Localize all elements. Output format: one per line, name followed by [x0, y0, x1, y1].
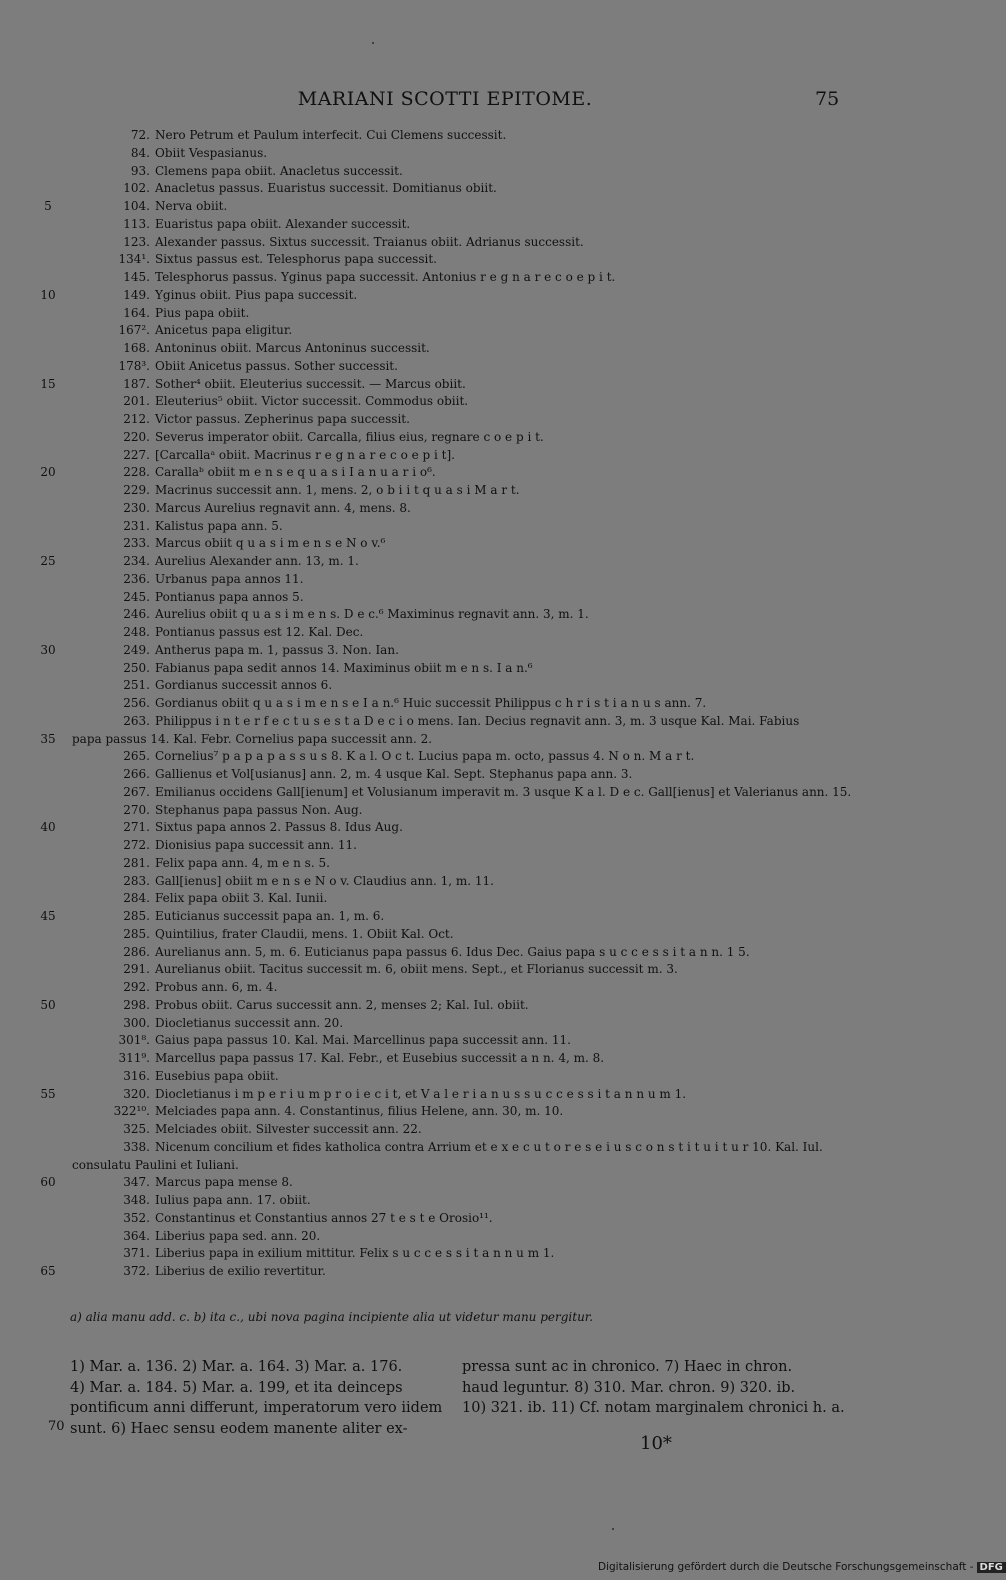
- annal-entry: [0, 1157, 1000, 1175]
- annal-entry: [0, 1015, 1000, 1033]
- entry-year: 104.: [123, 199, 150, 213]
- entry-year: 113.: [123, 216, 150, 231]
- entry-year: 352.: [123, 1210, 150, 1225]
- footnote-line: haud leguntur. 8) 310. Mar. chron. 9) 320. ib.: [462, 1379, 796, 1396]
- entry-text: Eusebius papa obiit.: [155, 1068, 279, 1083]
- entry-year: 236.: [123, 571, 150, 586]
- entry-text: Obiit Anicetus passus. Sother successit.: [155, 358, 398, 373]
- page-number: 75: [815, 88, 840, 110]
- annal-entry: [0, 624, 1000, 642]
- annal-entry: [0, 163, 1000, 181]
- annal-entry: [0, 464, 1000, 482]
- dfg-logo: DFG: [977, 1562, 1006, 1573]
- annal-entry: [0, 1032, 1000, 1050]
- entry-text: Macrinus successit ann. 1, mens. 2, o b i i t q u a s i M a r t.: [155, 483, 520, 497]
- entry-year: 234.: [123, 554, 150, 568]
- annal-entry: [0, 961, 1000, 979]
- line-number: 10: [40, 287, 56, 302]
- entry-text: Aurelius Alexander ann. 13, m. 1.: [155, 554, 359, 568]
- footnote-line: pressa sunt ac in chronico. 7) Haec in chron.: [462, 1359, 793, 1375]
- entry-text: Obiit Vespasianus.: [155, 145, 268, 160]
- annal-entry: [0, 660, 1000, 678]
- annal-entry: [0, 198, 1000, 216]
- entry-year: 348.: [123, 1193, 150, 1207]
- entry-text: Marcus Aurelius regnavit ann. 4, mens. 8.: [155, 500, 411, 515]
- entry-text: Sother⁴ obiit. Eleuterius successit. — Marcus obiit.: [155, 376, 466, 391]
- annal-entry: [0, 1068, 1000, 1086]
- annal-entry: [0, 145, 1000, 163]
- annal-entry: [0, 589, 1000, 607]
- entry-text: Melciades obiit. Silvester successit ann. 22.: [155, 1122, 422, 1136]
- annal-entry: [0, 127, 1000, 145]
- footnote-line: 4) Mar. a. 184. 5) Mar. a. 199, et ita deinceps: [70, 1379, 403, 1396]
- annal-entry: [0, 1103, 1000, 1121]
- entry-text: Aurelius obiit q u a s i m e n s. D e c.⁶ Maximinus regnavit ann. 3, m. 1.: [155, 607, 589, 622]
- critical-apparatus: a) alia manu add. c. b) ita c., ubi nova pagina incipiente alia ut videtur manu pergitur.: [70, 1310, 594, 1324]
- line-number: 20: [40, 465, 56, 480]
- annal-entry: [0, 393, 1000, 411]
- entry-text: Fabianus papa sedit annos 14. Maximinus obiit m e n s. I a n.⁶: [155, 660, 533, 675]
- entry-year: 371.: [123, 1246, 150, 1261]
- footnote-line: 1) Mar. a. 136. 2) Mar. a. 164. 3) Mar. a. 176.: [70, 1359, 403, 1375]
- entry-year: 316.: [123, 1068, 150, 1083]
- entry-year: 325.: [123, 1122, 150, 1136]
- entry-text: Antherus papa m. 1, passus 3. Non. Ian.: [155, 642, 399, 657]
- entry-year: 167².: [118, 323, 150, 338]
- annal-entry: [0, 518, 1000, 536]
- entry-text: Constantinus et Constantius annos 27 t e s t e Orosio¹¹.: [155, 1210, 493, 1225]
- line-number: 30: [40, 642, 56, 657]
- line-number: 25: [40, 554, 56, 568]
- entry-text: Pontianus papa annos 5.: [155, 589, 304, 604]
- annal-entry: [0, 944, 1000, 962]
- entry-text: Pontianus passus est 12. Kal. Dec.: [155, 625, 364, 639]
- entry-year: 281.: [123, 855, 150, 870]
- entry-year: 347.: [123, 1175, 150, 1190]
- entry-text: Philippus i n t e r f e c t u s e s t a D e c i o mens. Ian. Decius regnavit ann. 3, m. 3 usque Kal. Mai. Fabius: [155, 713, 800, 728]
- entry-text: Melciades papa ann. 4. Constantinus, filius Helene, ann. 30, m. 10.: [155, 1104, 564, 1119]
- entry-text: Anacletus passus. Euaristus successit. Domitianus obiit.: [155, 181, 497, 196]
- entry-year: 265.: [123, 749, 150, 764]
- entry-text: Sixtus papa annos 2. Passus 8. Idus Aug.: [155, 820, 403, 835]
- annal-entry: [0, 997, 1000, 1015]
- entry-text: Kalistus papa ann. 5.: [155, 518, 283, 533]
- annal-entry: [0, 642, 1000, 660]
- entry-year: 230.: [123, 500, 150, 515]
- entry-year: 301⁸.: [118, 1033, 150, 1048]
- annal-entry: [0, 1228, 1000, 1246]
- line-number: 45: [40, 909, 56, 923]
- entry-text: Liberius papa in exilium mittitur. Felix s u c c e s s i t a n n u m 1.: [155, 1246, 555, 1261]
- annal-entry: [0, 677, 1000, 695]
- annal-entry: [0, 180, 1000, 198]
- entry-text: Urbanus papa annos 11.: [155, 571, 304, 586]
- entry-text: Yginus obiit. Pius papa successit.: [155, 287, 358, 302]
- line-number: 35: [40, 731, 56, 746]
- entry-text: Victor passus. Zepherinus papa successit.: [155, 412, 410, 426]
- entry-text: [Carcallaᵃ obiit. Macrinus r e g n a r e c o e p i t].: [155, 447, 455, 462]
- entry-year: 168.: [123, 341, 150, 355]
- annal-entry: [0, 340, 1000, 358]
- entry-text: Cornelius⁷ p a p a p a s s u s 8. K a l. O c t. Lucius papa m. octo, passus 4. N o n. M a r t.: [155, 749, 695, 764]
- annal-entry: [0, 766, 1000, 784]
- entry-year: 311⁹.: [118, 1051, 150, 1065]
- entry-year: 285.: [123, 926, 150, 941]
- annal-entry: [0, 500, 1000, 518]
- annal-entry: [0, 571, 1000, 589]
- annal-entry: [0, 376, 1000, 394]
- entry-year: 271.: [123, 820, 150, 835]
- annal-entry: [0, 713, 1000, 731]
- entry-year: 220.: [123, 429, 150, 444]
- annal-entry: [0, 731, 1000, 749]
- entry-year: 245.: [123, 589, 150, 604]
- entry-text: Marcellus papa passus 17. Kal. Febr., et Eusebius successit a n n. 4, m. 8.: [155, 1051, 605, 1065]
- entry-year: 267.: [123, 784, 150, 799]
- annal-entry: [0, 802, 1000, 820]
- entry-year: 322¹⁰.: [113, 1104, 150, 1119]
- annal-entry: [0, 873, 1000, 891]
- annal-entry: [0, 269, 1000, 287]
- annal-entry: [0, 305, 1000, 323]
- entry-text: Felix papa obiit 3. Kal. Iunii.: [155, 891, 328, 906]
- entry-text: Diocletianus i m p e r i u m p r o i e c i t, et V a l e r i a n u s s u c c e s s i t a n n u m 1.: [155, 1086, 687, 1101]
- line-number: 55: [40, 1086, 56, 1101]
- line-number: 40: [40, 820, 56, 835]
- annal-entry: [0, 890, 1000, 908]
- entry-year: 212.: [123, 412, 150, 426]
- entry-text: Marcus papa mense 8.: [155, 1175, 293, 1190]
- entry-text: Alexander passus. Sixtus successit. Traianus obiit. Adrianus successit.: [155, 234, 584, 249]
- entry-text: Dionisius papa successit ann. 11.: [155, 838, 357, 852]
- entry-year: 231.: [123, 518, 150, 533]
- entry-text: Pius papa obiit.: [155, 305, 250, 320]
- entry-text: Marcus obiit q u a s i m e n s e N o v.⁶: [155, 536, 386, 551]
- entry-year: 250.: [123, 660, 150, 675]
- annal-entry: [0, 322, 1000, 340]
- annal-entry: [0, 216, 1000, 234]
- annal-entry: [0, 837, 1000, 855]
- annal-entry: [0, 908, 1000, 926]
- entry-text: Gordianus obiit q u a s i m e n s e I a n.⁶ Huic successit Philippus c h r i s t i a n u s ann. 7.: [155, 696, 707, 710]
- footnotes-left-column: [70, 1357, 445, 1439]
- entry-year: 149.: [123, 287, 150, 302]
- scan-speck: [372, 42, 374, 44]
- entry-year: 246.: [123, 607, 150, 622]
- entry-text: papa passus 14. Kal. Febr. Cornelius papa successit ann. 2.: [72, 731, 433, 746]
- entry-text: Anicetus papa eligitur.: [155, 323, 293, 338]
- annal-entry: [0, 411, 1000, 429]
- entry-year: 93.: [130, 163, 150, 178]
- entry-text: Nerva obiit.: [155, 199, 228, 213]
- annal-entry: [0, 482, 1000, 500]
- entry-text: Gall[ienus] obiit m e n s e N o v. Claudius ann. 1, m. 11.: [155, 873, 494, 888]
- entry-year: 320.: [123, 1086, 150, 1101]
- entry-text: Nero Petrum et Paulum interfecit. Cui Clemens successit.: [155, 128, 507, 142]
- entry-year: 248.: [123, 625, 150, 639]
- entry-text: Liberius papa sed. ann. 20.: [155, 1228, 321, 1243]
- entry-text: Eleuterius⁵ obiit. Victor successit. Commodus obiit.: [155, 394, 469, 409]
- annal-entry: [0, 1192, 1000, 1210]
- entry-year: 72.: [130, 128, 150, 142]
- entry-text: Diocletianus successit ann. 20.: [155, 1015, 344, 1030]
- entry-text: Aurelianus ann. 5, m. 6. Euticianus papa passus 6. Idus Dec. Gaius papa s u c c e s s i t a n n. 1 5.: [155, 944, 750, 959]
- annal-entry: [0, 695, 1000, 713]
- entry-year: 266.: [123, 767, 150, 781]
- line-number: 50: [40, 997, 56, 1012]
- entry-text: Quintilius, frater Claudii, mens. 1. Obiit Kal. Oct.: [155, 926, 454, 941]
- entry-text: Antoninus obiit. Marcus Antoninus successit.: [155, 341, 430, 355]
- annal-entry: [0, 1050, 1000, 1068]
- annal-entry: [0, 535, 1000, 553]
- entry-text: Telesphorus passus. Yginus papa successit. Antonius r e g n a r e c o e p i t.: [155, 270, 616, 284]
- annal-entry: [0, 784, 1000, 802]
- entry-year: 249.: [123, 642, 150, 657]
- entry-text: Gordianus successit annos 6.: [155, 678, 333, 693]
- entry-text: Aurelianus obiit. Tacitus successit m. 6, obiit mens. Sept., et Florianus successit m. 3.: [155, 962, 678, 977]
- annal-entry: [0, 234, 1000, 252]
- entry-year: 102.: [123, 181, 150, 196]
- entry-year: 286.: [123, 944, 150, 959]
- annal-entry: [0, 1139, 1000, 1157]
- entry-text: Euticianus successit papa an. 1, m. 6.: [155, 909, 385, 923]
- credit-text: Digitalisierung gefördert durch die Deutsche Forschungsgemeinschaft -: [598, 1561, 974, 1573]
- annal-entry: [0, 1263, 1000, 1281]
- entry-year: 298.: [123, 997, 150, 1012]
- entry-year: 300.: [123, 1015, 150, 1030]
- annal-entry: [0, 251, 1000, 269]
- annal-entry: [0, 358, 1000, 376]
- annal-entry: [0, 1121, 1000, 1139]
- entry-year: 272.: [123, 838, 150, 852]
- entry-year: 145.: [123, 270, 150, 284]
- entry-year: 372.: [123, 1264, 150, 1278]
- entry-year: 178³.: [118, 358, 150, 373]
- scan-speck: [612, 1528, 614, 1530]
- annal-entry: [0, 819, 1000, 837]
- entry-year: 227.: [123, 447, 150, 462]
- annal-entry: [0, 447, 1000, 465]
- annal-list: [0, 127, 1000, 1281]
- line-number: 15: [40, 376, 56, 391]
- annal-entry: [0, 553, 1000, 571]
- line-number: 5: [44, 199, 52, 213]
- entry-year: 256.: [123, 696, 150, 710]
- entry-year: 364.: [123, 1228, 150, 1243]
- entry-text: Stephanus papa passus Non. Aug.: [155, 802, 363, 817]
- entry-text: Probus obiit. Carus successit ann. 2, menses 2; Kal. Iul. obiit.: [155, 997, 529, 1012]
- entry-year: 291.: [123, 962, 150, 977]
- entry-text: consulatu Paulini et Iuliani.: [72, 1157, 239, 1172]
- entry-text: Euaristus papa obiit. Alexander successit.: [155, 216, 411, 231]
- entry-year: 187.: [123, 376, 150, 391]
- footnote-line: 10) 321. ib. 11) Cf. notam marginalem chronici h. a.: [462, 1400, 845, 1416]
- line-number: 65: [40, 1264, 56, 1278]
- annal-entry: [0, 606, 1000, 624]
- entry-text: Emilianus occidens Gall[ienum] et Volusianum imperavit m. 3 usque K a l. D e c. Gall[ienus] et Valerianus ann. 15.: [155, 784, 852, 799]
- signature-mark: 10*: [640, 1433, 672, 1454]
- entry-year: 84.: [130, 145, 150, 160]
- entry-text: Probus ann. 6, m. 4.: [155, 980, 278, 994]
- digitization-credit: [598, 1561, 1006, 1573]
- entry-year: 134¹.: [118, 252, 150, 267]
- running-title: MARIANI SCOTTI EPITOME.: [297, 88, 593, 110]
- entry-text: Gaius papa passus 10. Kal. Mai. Marcellinus papa successit ann. 11.: [155, 1033, 571, 1048]
- entry-text: Carallaᵇ obiit m e n s e q u a s i I a n u a r i o⁶.: [155, 465, 436, 480]
- entry-year: 229.: [123, 483, 150, 497]
- entry-year: 251.: [123, 678, 150, 693]
- annal-entry: [0, 748, 1000, 766]
- annal-entry: [0, 979, 1000, 997]
- annal-entry: [0, 1210, 1000, 1228]
- line-number: 60: [40, 1175, 56, 1190]
- annal-entry: [0, 1174, 1000, 1192]
- entry-text: Nicenum concilium et fides katholica contra Arrium et e x e c u t o r e s e i u s c o n s t i t u i t u r 10. Kal. Iul.: [155, 1139, 823, 1154]
- entry-year: 233.: [123, 536, 150, 551]
- entry-text: Iulius papa ann. 17. obiit.: [155, 1193, 311, 1207]
- entry-year: 263.: [123, 713, 150, 728]
- entry-year: 292.: [123, 980, 150, 994]
- entry-year: 338.: [123, 1139, 150, 1154]
- entry-text: Sixtus passus est. Telesphorus papa successit.: [155, 252, 437, 267]
- annal-entry: [0, 429, 1000, 447]
- line-number: 70: [48, 1419, 65, 1434]
- entry-text: Felix papa ann. 4, m e n s. 5.: [155, 855, 330, 870]
- entry-text: Gallienus et Vol[usianus] ann. 2, m. 4 usque Kal. Sept. Stephanus papa ann. 3.: [155, 767, 633, 781]
- entry-text: Severus imperator obiit. Carcalla, filius eius, regnare c o e p i t.: [155, 429, 544, 444]
- entry-text: Clemens papa obiit. Anacletus successit.: [155, 163, 403, 178]
- entry-year: 164.: [123, 305, 150, 320]
- footnotes-right-column: [462, 1357, 845, 1419]
- footnote-line: sunt. 6) Haec sensu eodem manente aliter ex-: [70, 1420, 408, 1437]
- entry-year: 285.: [123, 909, 150, 923]
- annal-entry: [0, 287, 1000, 305]
- entry-year: 270.: [123, 802, 150, 817]
- entry-year: 284.: [123, 891, 150, 906]
- entry-year: 228.: [123, 465, 150, 480]
- entry-year: 283.: [123, 873, 150, 888]
- annal-entry: [0, 855, 1000, 873]
- annal-entry: [0, 926, 1000, 944]
- entry-text: Liberius de exilio revertitur.: [155, 1264, 326, 1278]
- annal-entry: [0, 1245, 1000, 1263]
- annal-entry: [0, 1086, 1000, 1104]
- entry-year: 201.: [123, 394, 150, 409]
- footnote-line: pontificum anni differunt, imperatorum vero iidem: [70, 1400, 443, 1416]
- entry-year: 123.: [123, 234, 150, 249]
